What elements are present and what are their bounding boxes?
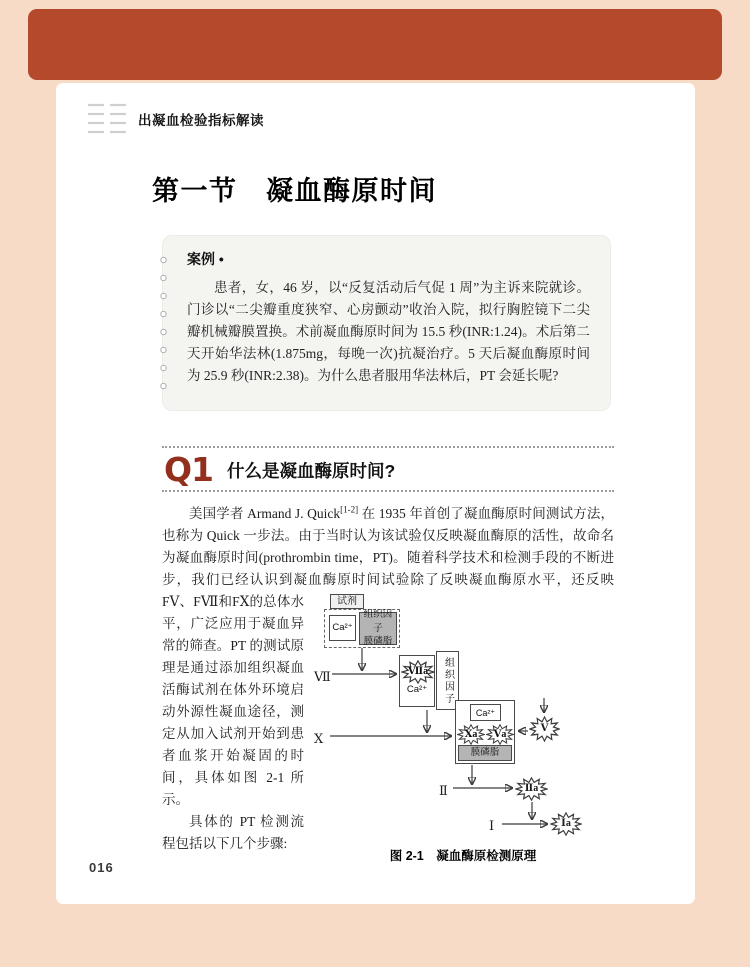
factor-ia-label: Ⅰa [561, 818, 571, 829]
factor-ii-label: Ⅱ [439, 783, 448, 798]
para1-tail: FⅦ和FⅩ的总体水平，广泛应用于凝血异常的筛查。PT 的测试原理是通过添加组织凝血活酶试剂在体外环境启动外源性凝血途径，测定从加入试剂开始到患者血浆开始凝固的时间，具体如图 2-1 所示。 [162, 594, 304, 807]
calcium-box-complex: Ca²⁺ [470, 704, 501, 721]
factor-v-burst [529, 716, 560, 742]
calcium-box-reagent: Ca²⁺ [329, 615, 356, 641]
factor-viia-label: Ⅶa [407, 666, 429, 677]
question-heading [162, 446, 614, 492]
calcium-label-viia: Ca²⁺ [406, 684, 428, 695]
q1-label: Q1 [164, 449, 214, 489]
reagent-tab: 试剂 [330, 594, 364, 609]
tissue-factor-phospholipid-box [359, 608, 397, 648]
factor-x-label: Ⅹ [314, 731, 324, 746]
phospholipid-bar: 膜磷脂 [458, 745, 512, 761]
phospholipid-label: 膜磷脂 [363, 636, 393, 648]
tissue-factor-label: 组织因子 [363, 608, 393, 634]
page-number: 016 [89, 860, 114, 875]
factor-viia-complex-box [399, 655, 435, 707]
body-text [162, 503, 614, 869]
factor-ia-burst [550, 812, 582, 836]
factor-vii-label: Ⅶ [314, 669, 331, 684]
binding-holes-decoration [159, 251, 168, 399]
factor-v-label: Ⅴ [540, 723, 549, 734]
prothrombinase-complex-box [455, 700, 515, 764]
paragraph-2: 具体的 PT 检测流程包括以下几个步骤: [162, 814, 304, 851]
top-banner [28, 9, 722, 80]
factor-i-label: Ⅰ [489, 818, 495, 833]
case-box [162, 235, 611, 411]
factor-xa-label: Ⅹa [464, 728, 478, 740]
para1-lead: 美国学者 Armand J. Quick [189, 506, 341, 521]
case-label: 案例 • [187, 251, 224, 267]
book-title: 出凝血检验指标解读 [138, 113, 264, 128]
section-title: 第一节 凝血酶原时间 [152, 176, 437, 206]
factor-va-label: Ⅴa [493, 728, 507, 740]
book-page [56, 83, 695, 904]
case-text: 患者，女，46 岁，以“反复活动后气促 1 周”为主诉来院就诊。门诊以“二尖瓣重度狭窄、心房颤动”收治入院，拟行胸腔镜下二尖瓣机械瓣膜置换。术前凝血酶原时间为 15.5 秒(INR:1.24)。术后第二天开始华法林(1.875mg，每晚一次)抗凝治疗。5 天后凝血酶原时间为 25.9 秒(INR:2.38)。为什么患者服用华法林后，PT 会延长呢? [187, 280, 590, 383]
factor-iia-label: Ⅱa [524, 783, 539, 794]
para1-mid: 在 1935 年首创了凝血酶原时间测试方法，也称为 Quick 一步法。由于当时认为该试验仅反映凝血酶原的活性，故命名为凝血酶原时间(prothrombin time，PT)。随着科学技术和检测手段的不断进步，我们已经认识到凝血酶原时间试验除了反映凝血酶原水平，还反映 FⅤ、 [162, 506, 615, 609]
factor-iia-burst [515, 777, 548, 801]
figure-2-1 [312, 594, 614, 867]
coagulation-diagram [312, 594, 614, 838]
tissue-factor-vertical-box: 组织因子 [436, 651, 459, 710]
page-header [88, 102, 264, 136]
figure-caption: 图 2-1 凝血酶原检测原理 [389, 849, 537, 863]
q1-question: 什么是凝血酶原时间? [227, 460, 396, 481]
stacked-lines-icon [88, 102, 126, 136]
reference-marker: [1-2] [340, 504, 359, 515]
